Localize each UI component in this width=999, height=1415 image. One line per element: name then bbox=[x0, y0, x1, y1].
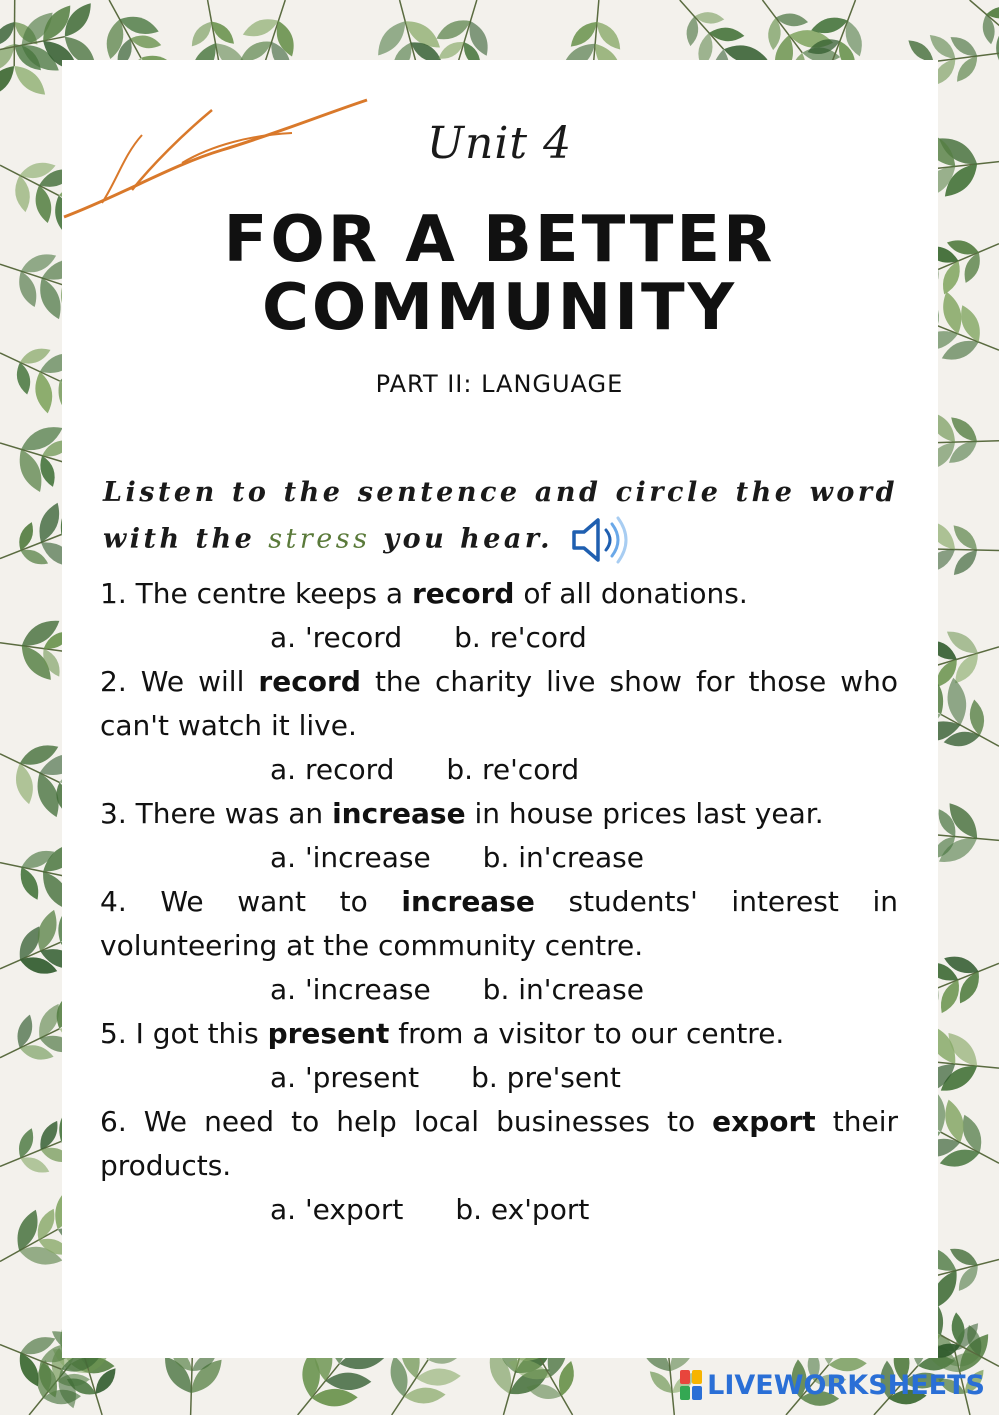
option-b[interactable]: b. re'cord bbox=[446, 753, 580, 786]
leaf-shape bbox=[981, 13, 997, 45]
sentence-before: We want to bbox=[160, 885, 402, 918]
sentence-after: their products. bbox=[100, 1105, 898, 1182]
answer-options bbox=[100, 836, 898, 880]
leaf-stem bbox=[14, 0, 15, 66]
option-a[interactable]: a. record bbox=[270, 753, 395, 786]
option-b[interactable]: b. in'crease bbox=[482, 973, 644, 1006]
leaf-stem bbox=[191, 1349, 193, 1415]
option-a[interactable]: a. 'export bbox=[270, 1193, 404, 1226]
leaf-shape bbox=[12, 762, 37, 806]
sentence-before: We will bbox=[140, 665, 259, 698]
leaf-shape bbox=[995, 28, 999, 69]
answer-options bbox=[100, 748, 898, 792]
sentence-before: We need to help local businesses to bbox=[143, 1105, 713, 1138]
option-a[interactable]: a. 'increase bbox=[270, 973, 431, 1006]
question-sentence bbox=[100, 1100, 898, 1188]
question-sentence bbox=[100, 792, 898, 836]
leaf-shape bbox=[13, 1013, 36, 1050]
question-number: 5. bbox=[100, 1017, 127, 1050]
leaf-shape bbox=[129, 33, 162, 51]
leaf-shape bbox=[15, 864, 43, 903]
question-number: 4. bbox=[100, 885, 127, 918]
questions-list bbox=[100, 572, 898, 1232]
page-title bbox=[0, 203, 999, 345]
keyword: present bbox=[267, 1017, 390, 1050]
leaf-shape bbox=[35, 1118, 62, 1153]
sentence-before: I got this bbox=[135, 1017, 268, 1050]
sentence-after: students' interest in volunteering at the community centre. bbox=[100, 885, 898, 962]
option-b[interactable]: b. pre'sent bbox=[471, 1061, 621, 1094]
leaf-shape bbox=[311, 1389, 357, 1407]
instruction-text bbox=[103, 472, 898, 566]
option-b[interactable]: b. re'cord bbox=[454, 621, 587, 654]
option-a[interactable]: a. 'increase bbox=[270, 841, 431, 874]
answer-options bbox=[100, 1056, 898, 1100]
sentence-before: The centre keeps a bbox=[135, 577, 412, 610]
question-6 bbox=[100, 1100, 898, 1232]
leaf-shape bbox=[325, 1372, 371, 1390]
instruction-before: Listen to the sentence and circle the word with the bbox=[103, 477, 898, 555]
question-sentence bbox=[100, 572, 898, 616]
question-1 bbox=[100, 572, 898, 660]
instruction-highlight: stress bbox=[268, 523, 371, 555]
question-number: 6. bbox=[100, 1105, 127, 1138]
watermark-text: LIVEWORKSHEETS bbox=[707, 1369, 985, 1401]
option-a[interactable]: a. 'record bbox=[270, 621, 403, 654]
leaf-shape bbox=[694, 11, 725, 25]
instruction-after: you hear. bbox=[370, 523, 554, 555]
leaf-shape bbox=[708, 26, 745, 42]
part-subtitle: PART II: LANGUAGE bbox=[375, 370, 624, 398]
unit-label: Unit 4 bbox=[426, 118, 573, 169]
option-b[interactable]: b. ex'port bbox=[455, 1193, 590, 1226]
sentence-after: the charity live show for those who can't watch it live. bbox=[100, 665, 899, 742]
keyword: record bbox=[411, 577, 515, 610]
question-2 bbox=[100, 660, 898, 792]
leaf-shape bbox=[207, 17, 238, 48]
keyword: export bbox=[712, 1105, 816, 1138]
leaf-stem bbox=[933, 441, 999, 443]
title-line-1: FOR A BETTER bbox=[223, 203, 776, 277]
question-sentence bbox=[100, 660, 898, 748]
leaf-shape bbox=[954, 1261, 983, 1294]
answer-options bbox=[100, 1188, 898, 1232]
sentence-after: from a visitor to our centre. bbox=[389, 1017, 785, 1050]
question-number: 2. bbox=[100, 665, 127, 698]
option-b[interactable]: b. in'crease bbox=[482, 841, 644, 874]
liveworksheets-watermark[interactable] bbox=[679, 1367, 985, 1403]
sentence-before: There was an bbox=[135, 797, 333, 830]
speaker-icon[interactable] bbox=[570, 514, 632, 566]
sentence-after: of all donations. bbox=[514, 577, 748, 610]
title-line-2: COMMUNITY bbox=[261, 271, 738, 345]
question-sentence bbox=[100, 1012, 898, 1056]
sentence-after: in house prices last year. bbox=[465, 797, 824, 830]
leaf-shape bbox=[403, 1387, 446, 1405]
keyword: increase bbox=[401, 885, 535, 918]
leaf-stem bbox=[933, 549, 999, 550]
question-4 bbox=[100, 880, 898, 1012]
answer-options bbox=[100, 616, 898, 660]
option-a[interactable]: a. 'present bbox=[270, 1061, 420, 1094]
leaf-shape bbox=[240, 14, 281, 41]
keyword: record bbox=[258, 665, 361, 698]
keyword: increase bbox=[332, 797, 466, 830]
question-number: 3. bbox=[100, 797, 127, 830]
question-3 bbox=[100, 792, 898, 880]
question-5 bbox=[100, 1012, 898, 1100]
question-sentence bbox=[100, 880, 898, 968]
leaf-shape bbox=[775, 11, 809, 28]
question-number: 1. bbox=[100, 577, 127, 610]
liveworksheets-logo-icon bbox=[679, 1369, 703, 1401]
leaf-shape bbox=[415, 1367, 461, 1386]
answer-options bbox=[100, 968, 898, 1012]
leaf-shape bbox=[117, 12, 161, 39]
